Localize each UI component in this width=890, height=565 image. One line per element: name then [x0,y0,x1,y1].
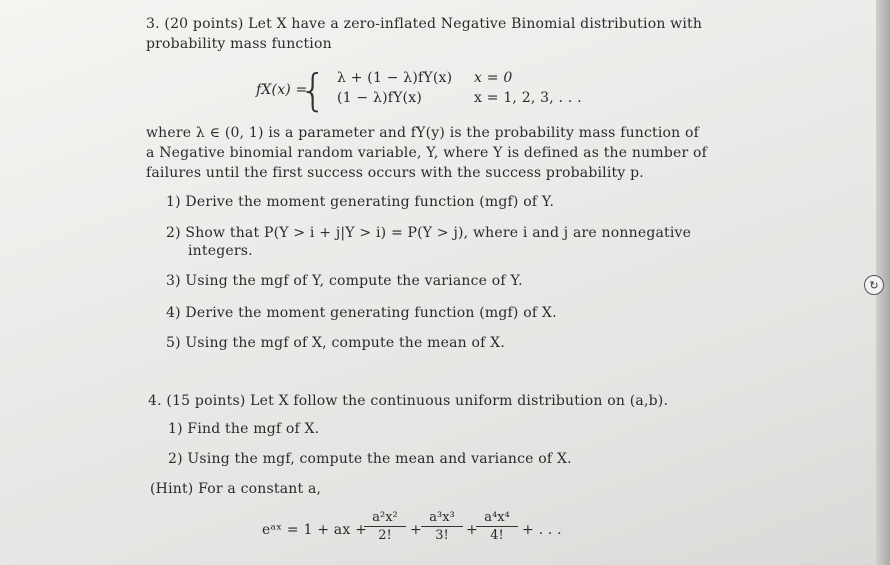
pmf-case1-expr: λ + (1 − λ)fY(x) [337,70,453,86]
series-term-3 [421,510,463,543]
series-term-2 [364,510,406,543]
where-line3: failures until the first success occurs with the success probability p. [146,165,644,181]
pmf-case2-expr: (1 − λ)fY(x) [337,90,422,106]
q4-header: 4. (15 points) Let X follow the continuous uniform distribution on (a,b). [148,393,669,409]
series-tail: + . . . [522,522,562,538]
q3-item-1: 1) Derive the moment generating function (mgf) of Y. [166,194,555,210]
where-line2: a Negative binomial random variable, Y, where Y is defined as the number of [146,145,708,161]
scroll-indicator-icon[interactable]: ↻ [864,275,884,295]
series-term-2-den: 2! [378,528,392,543]
pmf-brace: { [299,65,327,116]
q3-item-4: 4) Derive the moment generating function (mgf) of X. [166,305,557,321]
q4-item-2: 2) Using the mgf, compute the mean and variance of X. [168,451,572,467]
series-term-3-den: 3! [435,528,449,543]
series-plus-1: + [410,522,422,538]
series-term-4-num: a⁴x⁴ [476,510,518,527]
q3-header-line1: 3. (20 points) Let X have a zero-inflated Negative Binomial distribution with [146,16,703,32]
q4-item-1: 1) Find the mgf of X. [168,421,320,437]
q3-item-2-cont: integers. [188,243,253,259]
q3-header-line2: probability mass function [146,36,332,52]
pmf-case1-cond: x = 0 [474,70,513,86]
series-term-3-num: a³x³ [421,510,463,527]
series-term-4 [476,510,518,543]
series-lhs: eᵃˣ = 1 + ax + [262,522,368,538]
where-line1: where λ ∈ (0, 1) is a parameter and fY(y) is the probability mass function of [146,125,700,141]
pmf-case2-cond: x = 1, 2, 3, . . . [474,90,582,106]
series-term-2-num: a²x² [364,510,406,527]
q4-hint: (Hint) For a constant a, [150,481,322,497]
pmf-lhs: fX(x) = [256,82,308,98]
q3-item-3: 3) Using the mgf of Y, compute the variance of Y. [166,273,523,289]
series-plus-2: + [466,522,478,538]
series-term-4-den: 4! [490,528,504,543]
q3-item-2: 2) Show that P(Y > i + j|Y > i) = P(Y > j), where i and j are nonnegative [166,225,692,241]
q3-item-5: 5) Using the mgf of X, compute the mean of X. [166,335,505,351]
